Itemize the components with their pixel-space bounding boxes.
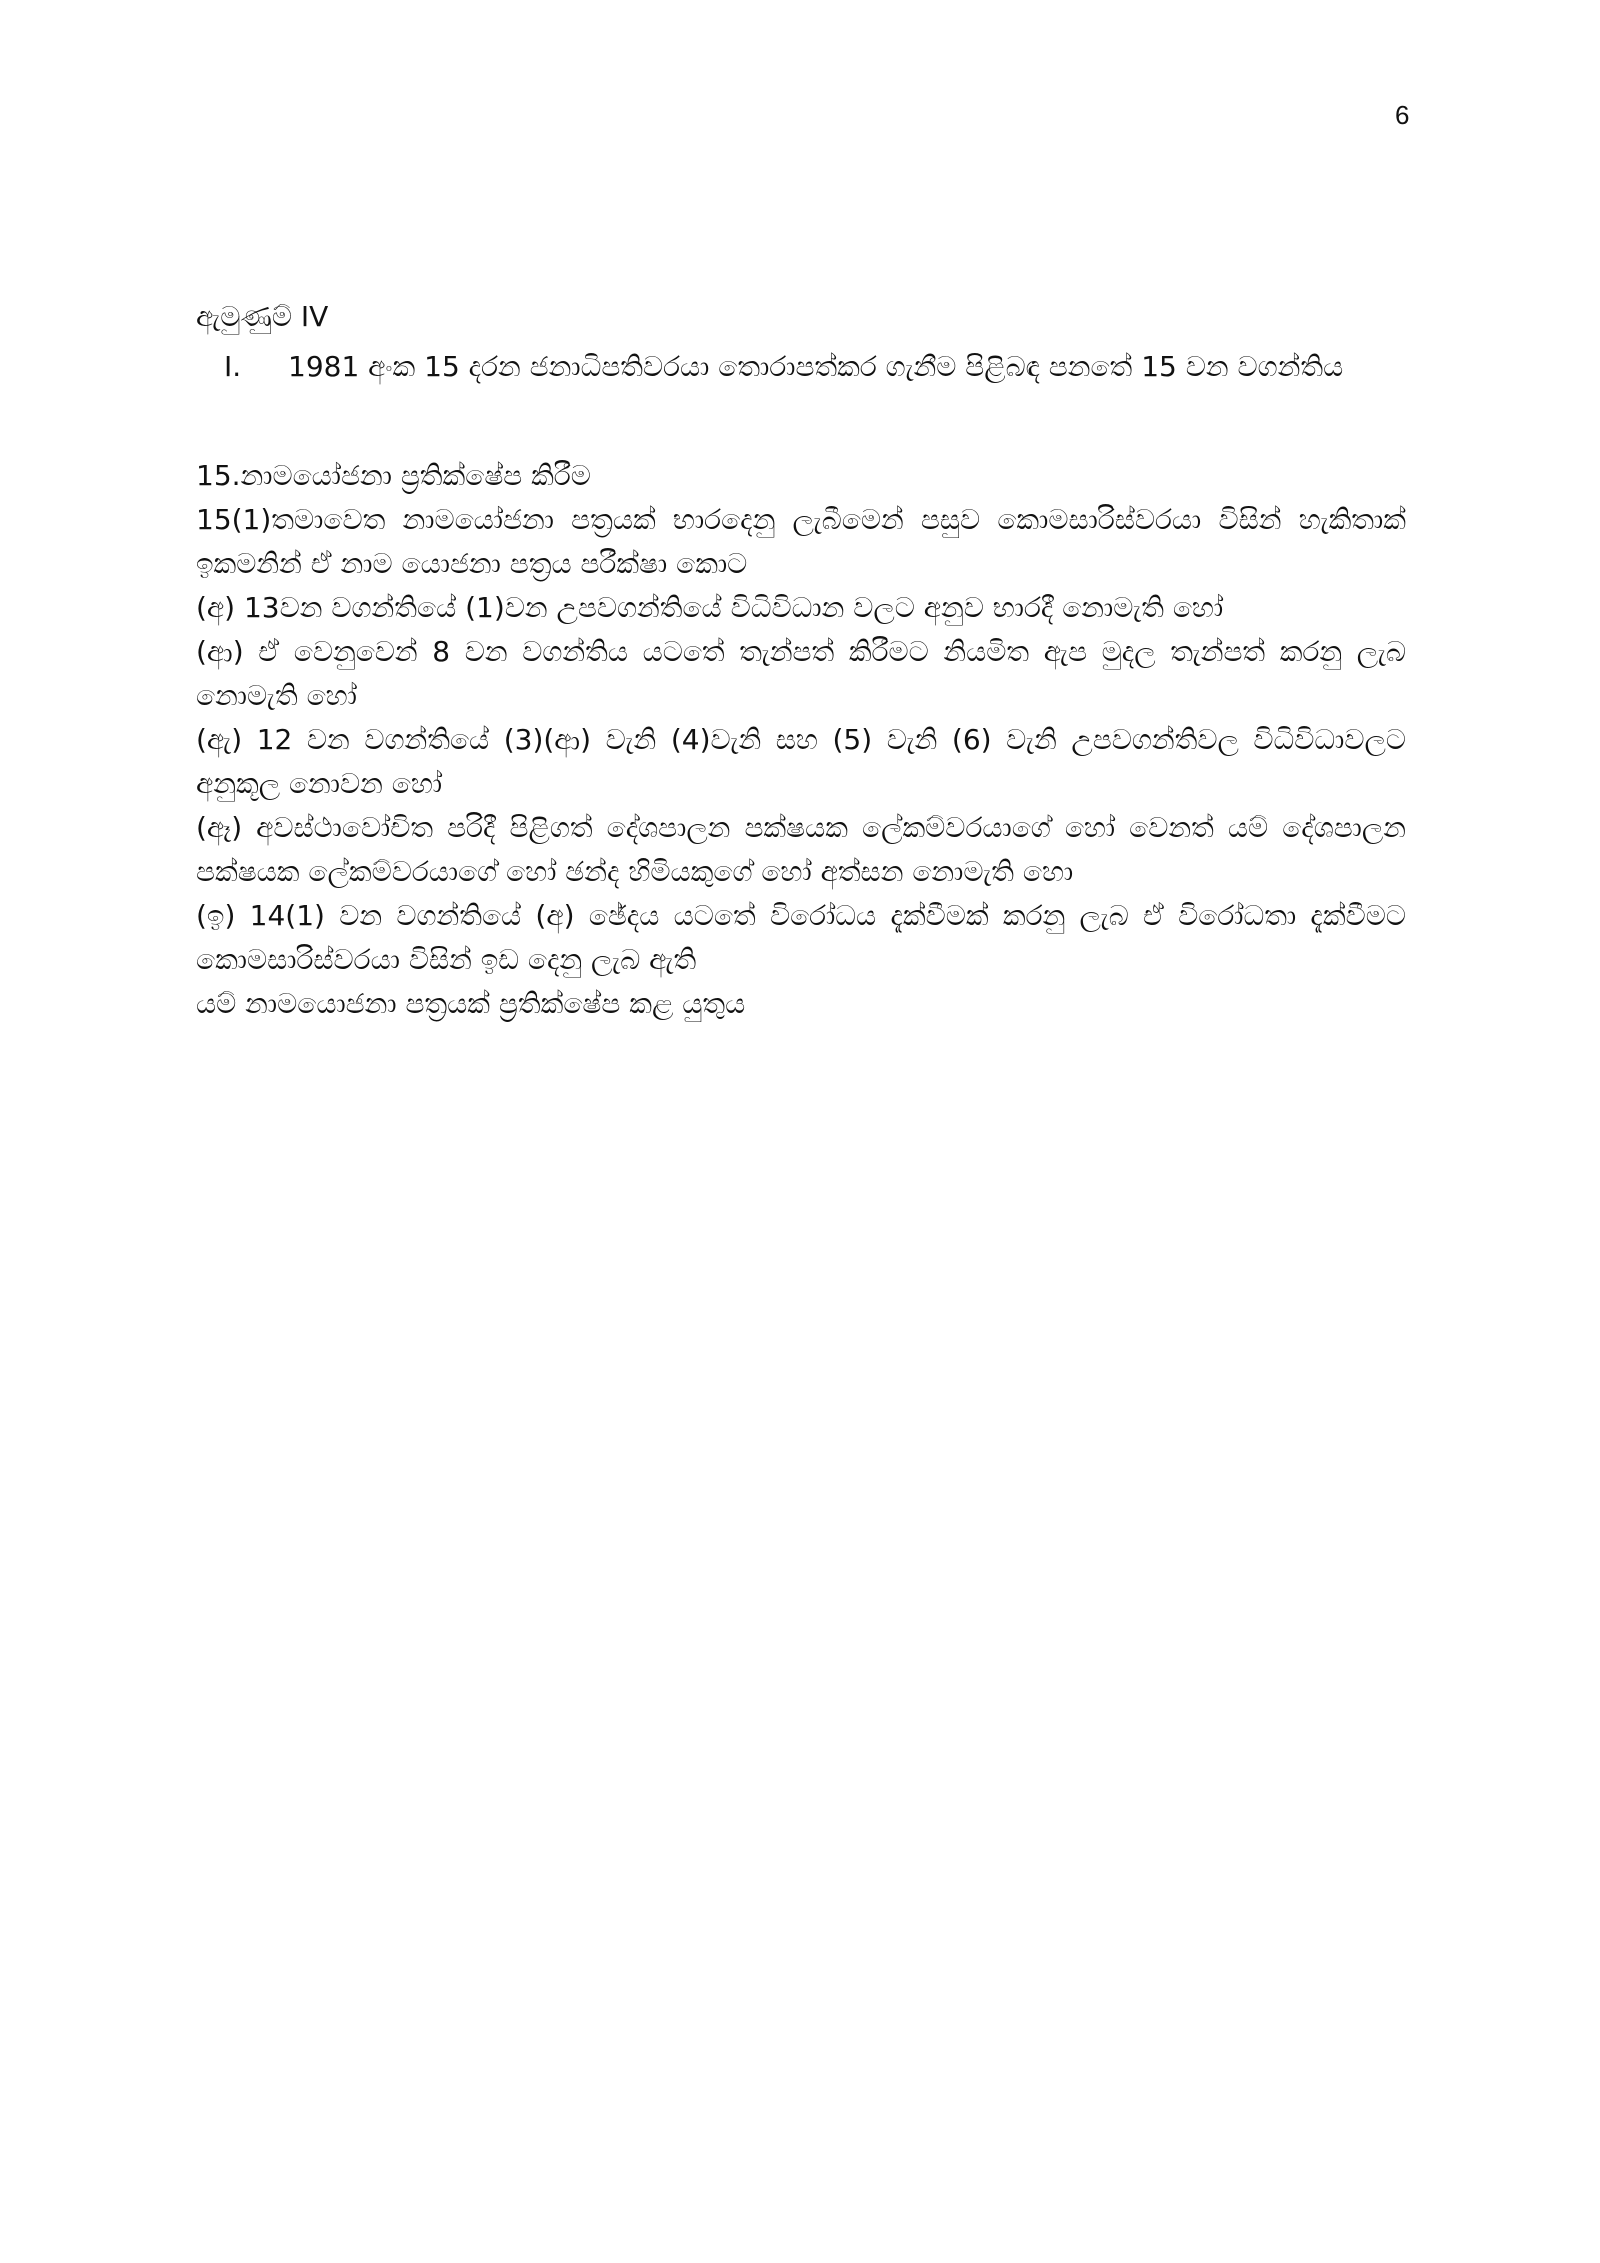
roman-list-item [224,342,1406,392]
clause-paragraph: යම් නාමයොජනා පත්‍රයක් ප්‍රතික්ෂේප කළ යුතුය [196,987,746,1020]
clause-paragraph: (අ) 13වන වගන්තියේ (1)වන උපවගන්තියේ විධිවිධාන වලට අනුව භාරදී නොමැති හෝ [196,591,1224,624]
page-number: 6 [1395,100,1410,130]
spacer [196,392,1406,454]
clause-paragraph: (ආ) ඒ වෙනුවෙන් 8 වන වගන්තිය යටතේ තැන්පත් කිරීමට නියමිත ඇප මුදල තැන්පත් කරනු ලැබ නොමැති හෝ [196,635,1406,712]
section-title: 15.නාමයෝජනා ප්‍රතික්ෂේප කිරීම [196,459,591,492]
roman-numeral: I. [224,350,242,383]
roman-item-text: 1981 අංක 15 දරන ජනාධිපතිවරයා තොරාපත්කර ගැනීම පිළිබඳ පනතේ 15 වන වගන්තිය [288,350,1344,383]
clause-paragraph: (ඈ) අවස්ථාවෝචිත පරිදී පිළිගත් දේශපාලන පක්ෂයක ලේකම්වරයාගේ හෝ වෙනත් යම් දේශපාලන පක්ෂයක ලේකම්වරයාගේ හෝ ඡන්ද හිමියකුගේ හෝ අත්සන නොමැති හො [196,811,1406,888]
clause-paragraph: (ඉ) 14(1) වන වගන්තියේ (අ) ඡේදය යටතේ විරෝධය දැක්වීමක් කරනු ලැබ ඒ විරෝධතා දැක්වීමට කොමසාරිස්වරයා විසින් ඉඩ දෙනු ලැබ ඇති [196,899,1406,976]
clause-paragraph: (ඇ) 12 වන වගන්තියේ (3)(ආ) වැනි (4)වැනි සහ (5) වැනි (6) වැනි උපවගන්තිවල විධිවිධාවලට අනුකූල නොවන හෝ [196,723,1406,800]
document-body [196,292,1406,1026]
clause-paragraph: 15(1)තමාවෙත නාමයෝජනා පත්‍රයක් භාරදෙනු ලැබීමෙන් පසුව කොමසාරිස්වරයා විසින් හැකිතාක් ඉකමනින් ඒ නාම යොජනා පත්‍රය පරීක්ෂා කොට [196,503,1406,580]
annex-heading: ඇමුණුම් IV [196,300,329,333]
